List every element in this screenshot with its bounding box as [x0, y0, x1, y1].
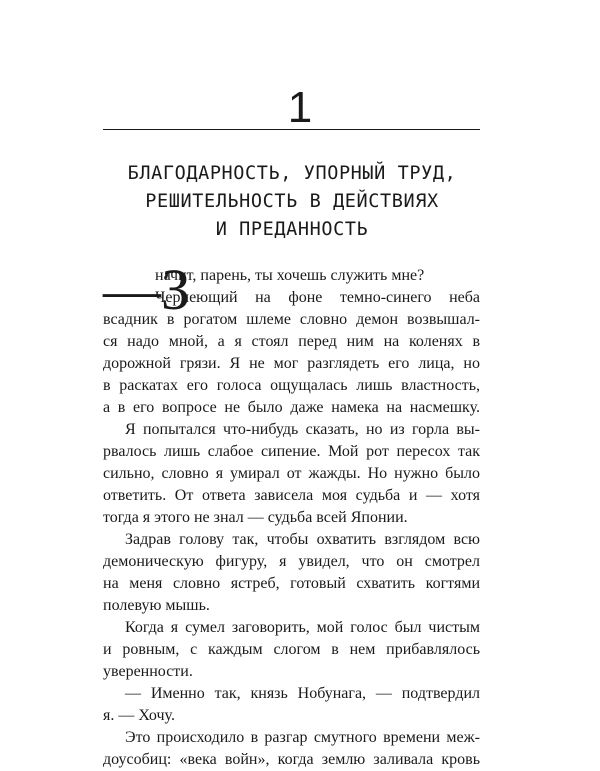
- text-line: Я попытался что-нибудь сказать, но из горла вы-: [125, 421, 480, 438]
- text-line: Это происходило в разгар смутного времени меж-: [125, 729, 480, 746]
- text-line: Задрав голову так, чтобы охватить взглядом всю: [125, 531, 480, 548]
- paragraph: [103, 529, 480, 617]
- text-line: ся надо мной, а я стоял перед ним на коленях в: [103, 333, 480, 350]
- text-line: демоническую фигуру, я увидел, что он смотрел: [103, 553, 480, 570]
- text-line: тогда я этого не знал — судьба всей Японии.: [103, 509, 408, 526]
- text-line: — Именно так, князь Нобунага, — подтвердил: [125, 685, 480, 702]
- paragraph: [103, 257, 480, 419]
- chapter-title-line: И ПРЕДАННОСТЬ: [215, 219, 369, 240]
- text-line: а в его вопросе не было даже намека на насмешку.: [103, 399, 480, 416]
- chapter-divider: [103, 129, 480, 130]
- text-line: рвалось лишь слабое сипение. Мой рот пересох так: [103, 443, 480, 460]
- text-line: дорожной грязи. Я не мог разглядеть его лица, но: [103, 355, 480, 372]
- text-line: Чернеющий на фоне темно-синего неба: [155, 289, 480, 306]
- text-line: доусобиц: «века войн», когда землю заливала кровь: [103, 751, 480, 768]
- paragraph: [103, 617, 480, 683]
- text-line: уверенности.: [103, 663, 193, 680]
- text-line: ответить. От ответа зависела моя судьба и — хотя: [103, 487, 480, 504]
- paragraph: [103, 727, 480, 771]
- text-line: на меня словно ястреб, готовый схватить когтями: [103, 575, 480, 592]
- text-line: всадник в рогатом шлеме словно демон возвышал-: [103, 311, 480, 328]
- text-line: начит, парень, ты хочешь служить мне?: [155, 267, 425, 284]
- text-line: и ровным, с каждым слогом в нем прибавлялось: [103, 641, 480, 658]
- chapter-title: [100, 160, 484, 244]
- paragraph: [103, 683, 480, 727]
- text-line: в раскатах его голоса ощущалась лишь властность,: [103, 377, 480, 394]
- text-line: я. — Хочу.: [103, 707, 175, 724]
- chapter-number: 1: [287, 83, 313, 132]
- dropcap: —З: [103, 257, 191, 322]
- paragraph: [103, 419, 480, 529]
- chapter-title-line: РЕШИТЕЛЬНОСТЬ В ДЕЙСТВИЯХ: [145, 191, 439, 212]
- text-line: полевую мышь.: [103, 597, 210, 614]
- text-line: Когда я сумел заговорить, мой голос был чистым: [125, 619, 480, 636]
- chapter-title-line: БЛАГОДАРНОСТЬ, УПОРНЫЙ ТРУД,: [127, 163, 457, 184]
- chapter-text: [103, 257, 480, 771]
- text-line: сильно, словно я умирал от жажды. Но нужно было: [103, 465, 480, 482]
